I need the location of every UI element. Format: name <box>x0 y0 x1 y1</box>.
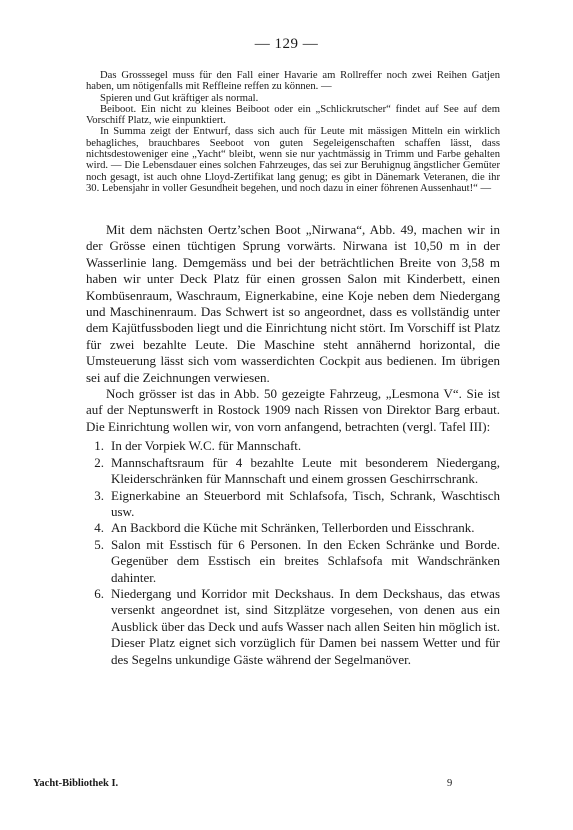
paragraph-in-summa: In Summa zeigt der Entwurf, dass sich auch für Leute mit mässigen Mitteln ein wirklich behagliches, brauchbares Seeboot von guten Segeleigenschaften schaffen lässt, dass nichtsdestoweniger eine „Yacht“ bleibt, wenn sie nur yachtmässig in Trimm und Farbe gehalten wird. — Die Lebensdauer eines solchen Fahrzeuges, das sei zur Beruhignug ängstlicher Gemüter noch gesagt, ist auch ohne Lloyd-Zertifikat lang genug; es gibt in Dänemark Veteranen, die ihr 30. Lebensjahr in voller Gesundheit begehen, und noch dazu in einer föhrenen Aussenhaut!“ — <box>86 126 500 194</box>
list-item <box>86 586 500 668</box>
paragraph-nirwana: Mit dem nächsten Oertz’schen Boot „Nirwana“, Abb. 49, machen wir in der Grösse einen tüchtigen Sprung vorwärts. Nirwana ist 10,50 m in der Wasserlinie lang. Demgemäss und bei der beträchtlichen Breite von 3,58 m haben wir unter Deck Platz für einen grossen Salon mit Kinderbett, einen Kombüsenraum, Waschraum, Eignerkabine, eine Koje neben dem Niedergang und Maschinenraum. Das Schwert ist so angeordnet, dass es vollständig unter dem Kajütfussboden liegt und die Einrichtung nicht stört. Im Vorschiff ist Platz für zwei bezahlte Leute. Die Maschine steht annähernd horizontal, die Umsteuerung lässt sich vom wasserdichten Cockpit aus bedienen. Im übrigen sei auf die Zeichnungen verwiesen. <box>86 222 500 385</box>
list-item-number: 4. <box>94 520 104 536</box>
list-item <box>86 438 500 454</box>
list-item-text: Salon mit Esstisch für 6 Personen. In den Ecken Schränke und Borde. Gegenüber dem Esstisch ein breites Schlafsofa mit Wandschränken dahinter. <box>111 536 500 585</box>
list-item-text: In der Vorpiek W.C. für Mannschaft. <box>111 438 302 454</box>
signature-mark: 9 <box>447 778 453 789</box>
list-item-number: 1. <box>94 438 104 454</box>
small-print-section <box>86 70 500 194</box>
list-item <box>86 537 500 586</box>
list-item-number: 6. <box>94 585 104 601</box>
paragraph-grosssegel: Das Grosssegel muss für den Fall einer Havarie am Rollreffer noch zwei Reihen Gatjen haben, um nötigenfalls mit Reffleine reffen zu können. — <box>86 70 500 93</box>
list-item-text: Mannschaftsraum für 4 bezahlte Leute mit besonderem Niedergang, Kleiderschränken für Mannschaft und einem grossen Geschirrschrank. <box>111 454 500 487</box>
list-item <box>86 520 500 536</box>
main-text-section <box>86 222 500 668</box>
paragraph-beiboot: Beiboot. Ein nicht zu kleines Beiboot oder ein „Schlickrutscher“ findet auf See auf dem Vorschiff Platz, wie einpunktiert. <box>86 103 500 127</box>
list-item-text: Eignerkabine an Steuerbord mit Schlafsofa, Tisch, Schrank, Waschtisch usw. <box>111 487 500 519</box>
paragraph-spieren: Spieren und Gut kräftiger als normal. <box>100 92 259 104</box>
list-item <box>86 455 500 488</box>
page-number: — 129 — <box>254 36 319 52</box>
cabin-layout-list <box>86 438 500 668</box>
list-item-number: 2. <box>94 454 104 470</box>
list-item-number: 3. <box>94 487 104 503</box>
series-title: Yacht-Bibliothek I. <box>33 778 119 789</box>
list-item-text: An Backbord die Küche mit Schränken, Tellerborden und Eisschrank. <box>111 520 475 536</box>
list-item <box>86 488 500 521</box>
paragraph-lesmona: Noch grösser ist das in Abb. 50 gezeigte Fahrzeug, „Lesmona V“. Sie ist auf der Neptunswerft in Rostock 1909 nach Rissen von Direktor Barg erbaut. Die Einrichtung wollen wir, von vorn anfangend, betrachten (vergl. Tafel III): <box>86 386 500 434</box>
list-item-number: 5. <box>94 536 104 552</box>
list-item-text: Niedergang und Korridor mit Deckshaus. In dem Deckshaus, das etwas versenkt angeordnet ist, sind Sitzplätze vorgesehen, von denen aus ein Ausblick über das Deck und aufs Wasser nach allen Seiten hin möglich ist. Dieser Platz eignet sich vorzüglich für Damen bei nassem Wetter und für des Segelns unkundige Gäste während der Segelmanöver. <box>111 585 500 667</box>
